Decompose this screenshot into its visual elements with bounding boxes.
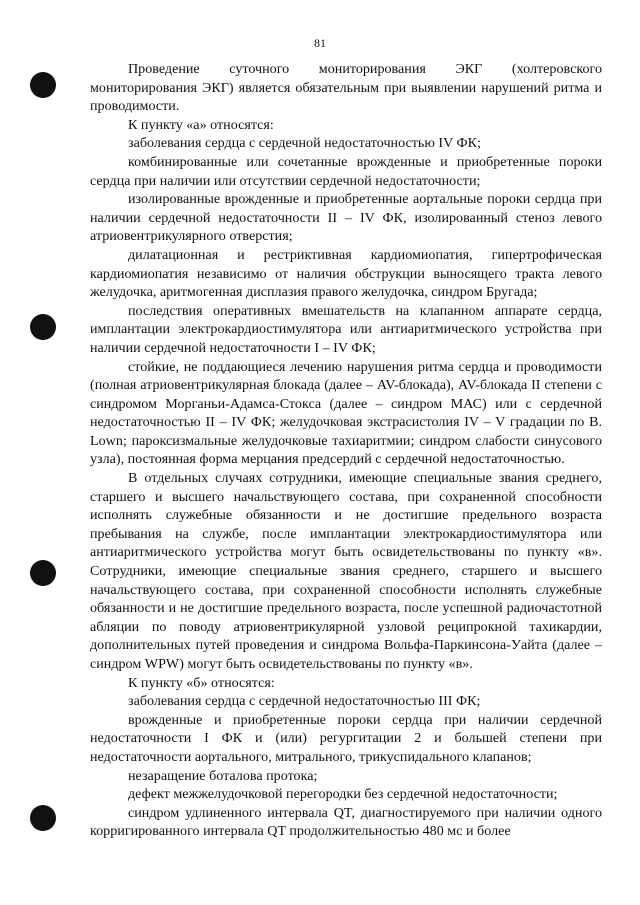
page-number: 81 [314,36,326,50]
paragraph: В отдельных случаях сотрудники, имеющие специальные звания среднего, старшего и высшего начальствующего состава, при сохраненной способности исполнять служебные обязанности и не достигшие предельного возраста пребывания на службе, после имплантации электрокардиостимулятора или антиаритмического устройства могут быть освидетельствованы по пункту «в». Сотрудники, имеющие специальные звания среднего, старшего и высшего начальствующего состава, при сохраненной способности исполнять служебные обязанности и не достигшие предельного возраста, после успешной радиочастотной абляции по поводу атриовентрикулярной узловой реципрокной тахикардии, дополнительных путей проведения и синдрома Вольфа-Паркинсона-Уайта (далее – синдром WPW) могут быть освидетельствованы по пункту «в». [90,470,602,672]
paragraph: стойкие, не поддающиеся лечению нарушения ритма сердца и проводимости (полная атриовентрикулярная блокада (далее – AV-блокада), AV-блокада II степени с синдромом Морганьи-Адамса-Стокса (далее – синдром МАС) или с сердечной недостаточностью II – IV ФК; желудочковая экстрасистолия IV – V градации по B. Lown; пароксизмальные желудочковые тахиаритмии; синдром слабости синусового узла), постоянная форма мерцания предсердий с сердечной недостаточностью. [90,358,602,468]
paragraph: Проведение суточного мониторирования ЭКГ (холтеровского мониторирования ЭКГ) является обязательным при выявлении нарушений ритма и проводимости. [90,61,602,115]
paragraph: дефект межжелудочковой перегородки без сердечной недостаточности; [128,786,558,803]
punch-hole [30,805,56,831]
paragraph: синдром удлиненного интервала QT, диагностируемого при наличии одного корригированного интервала QT продолжительностью 480 мс и более [90,804,602,840]
paragraph: К пункту «б» относятся: [128,674,275,691]
paragraph: комбинированные или сочетанные врожденные и приобретенные пороки сердца при наличии или отсутствии сердечной недостаточности; [90,153,602,189]
paragraph: заболевания сердца с сердечной недостаточностью IV ФК; [128,135,481,152]
document-body [90,60,602,841]
paragraph: незаращение боталова протока; [128,767,318,784]
punch-hole [30,72,56,98]
paragraph: К пункту «а» относятся: [128,116,274,133]
paragraph: последствия оперативных вмешательств на клапанном аппарате сердца, имплантации электрокардиостимулятора или антиаритмического устройства при наличии сердечной недостаточности I – IV ФК; [90,302,602,356]
paragraph: изолированные врожденные и приобретенные аортальные пороки сердца при наличии сердечной недостаточности II – IV ФК, изолированный стеноз левого атриовентрикулярного отверстия; [90,191,602,245]
punch-hole [30,314,56,340]
paragraph: заболевания сердца с сердечной недостаточностью III ФК; [128,693,481,710]
paragraph: дилатационная и рестриктивная кардиомиопатия, гипертрофическая кардиомиопатия независимо от наличия обструкции выносящего тракта левого желудочка, аритмогенная дисплазия правого желудочка, синдром Бругада; [90,246,602,301]
punch-hole [30,560,56,586]
paragraph: врожденные и приобретенные пороки сердца при наличии сердечной недостаточности I ФК и (или) регургитации 2 и большей степени при недостаточности аортального, митрального, трикуспидального клапанов; [90,711,602,765]
